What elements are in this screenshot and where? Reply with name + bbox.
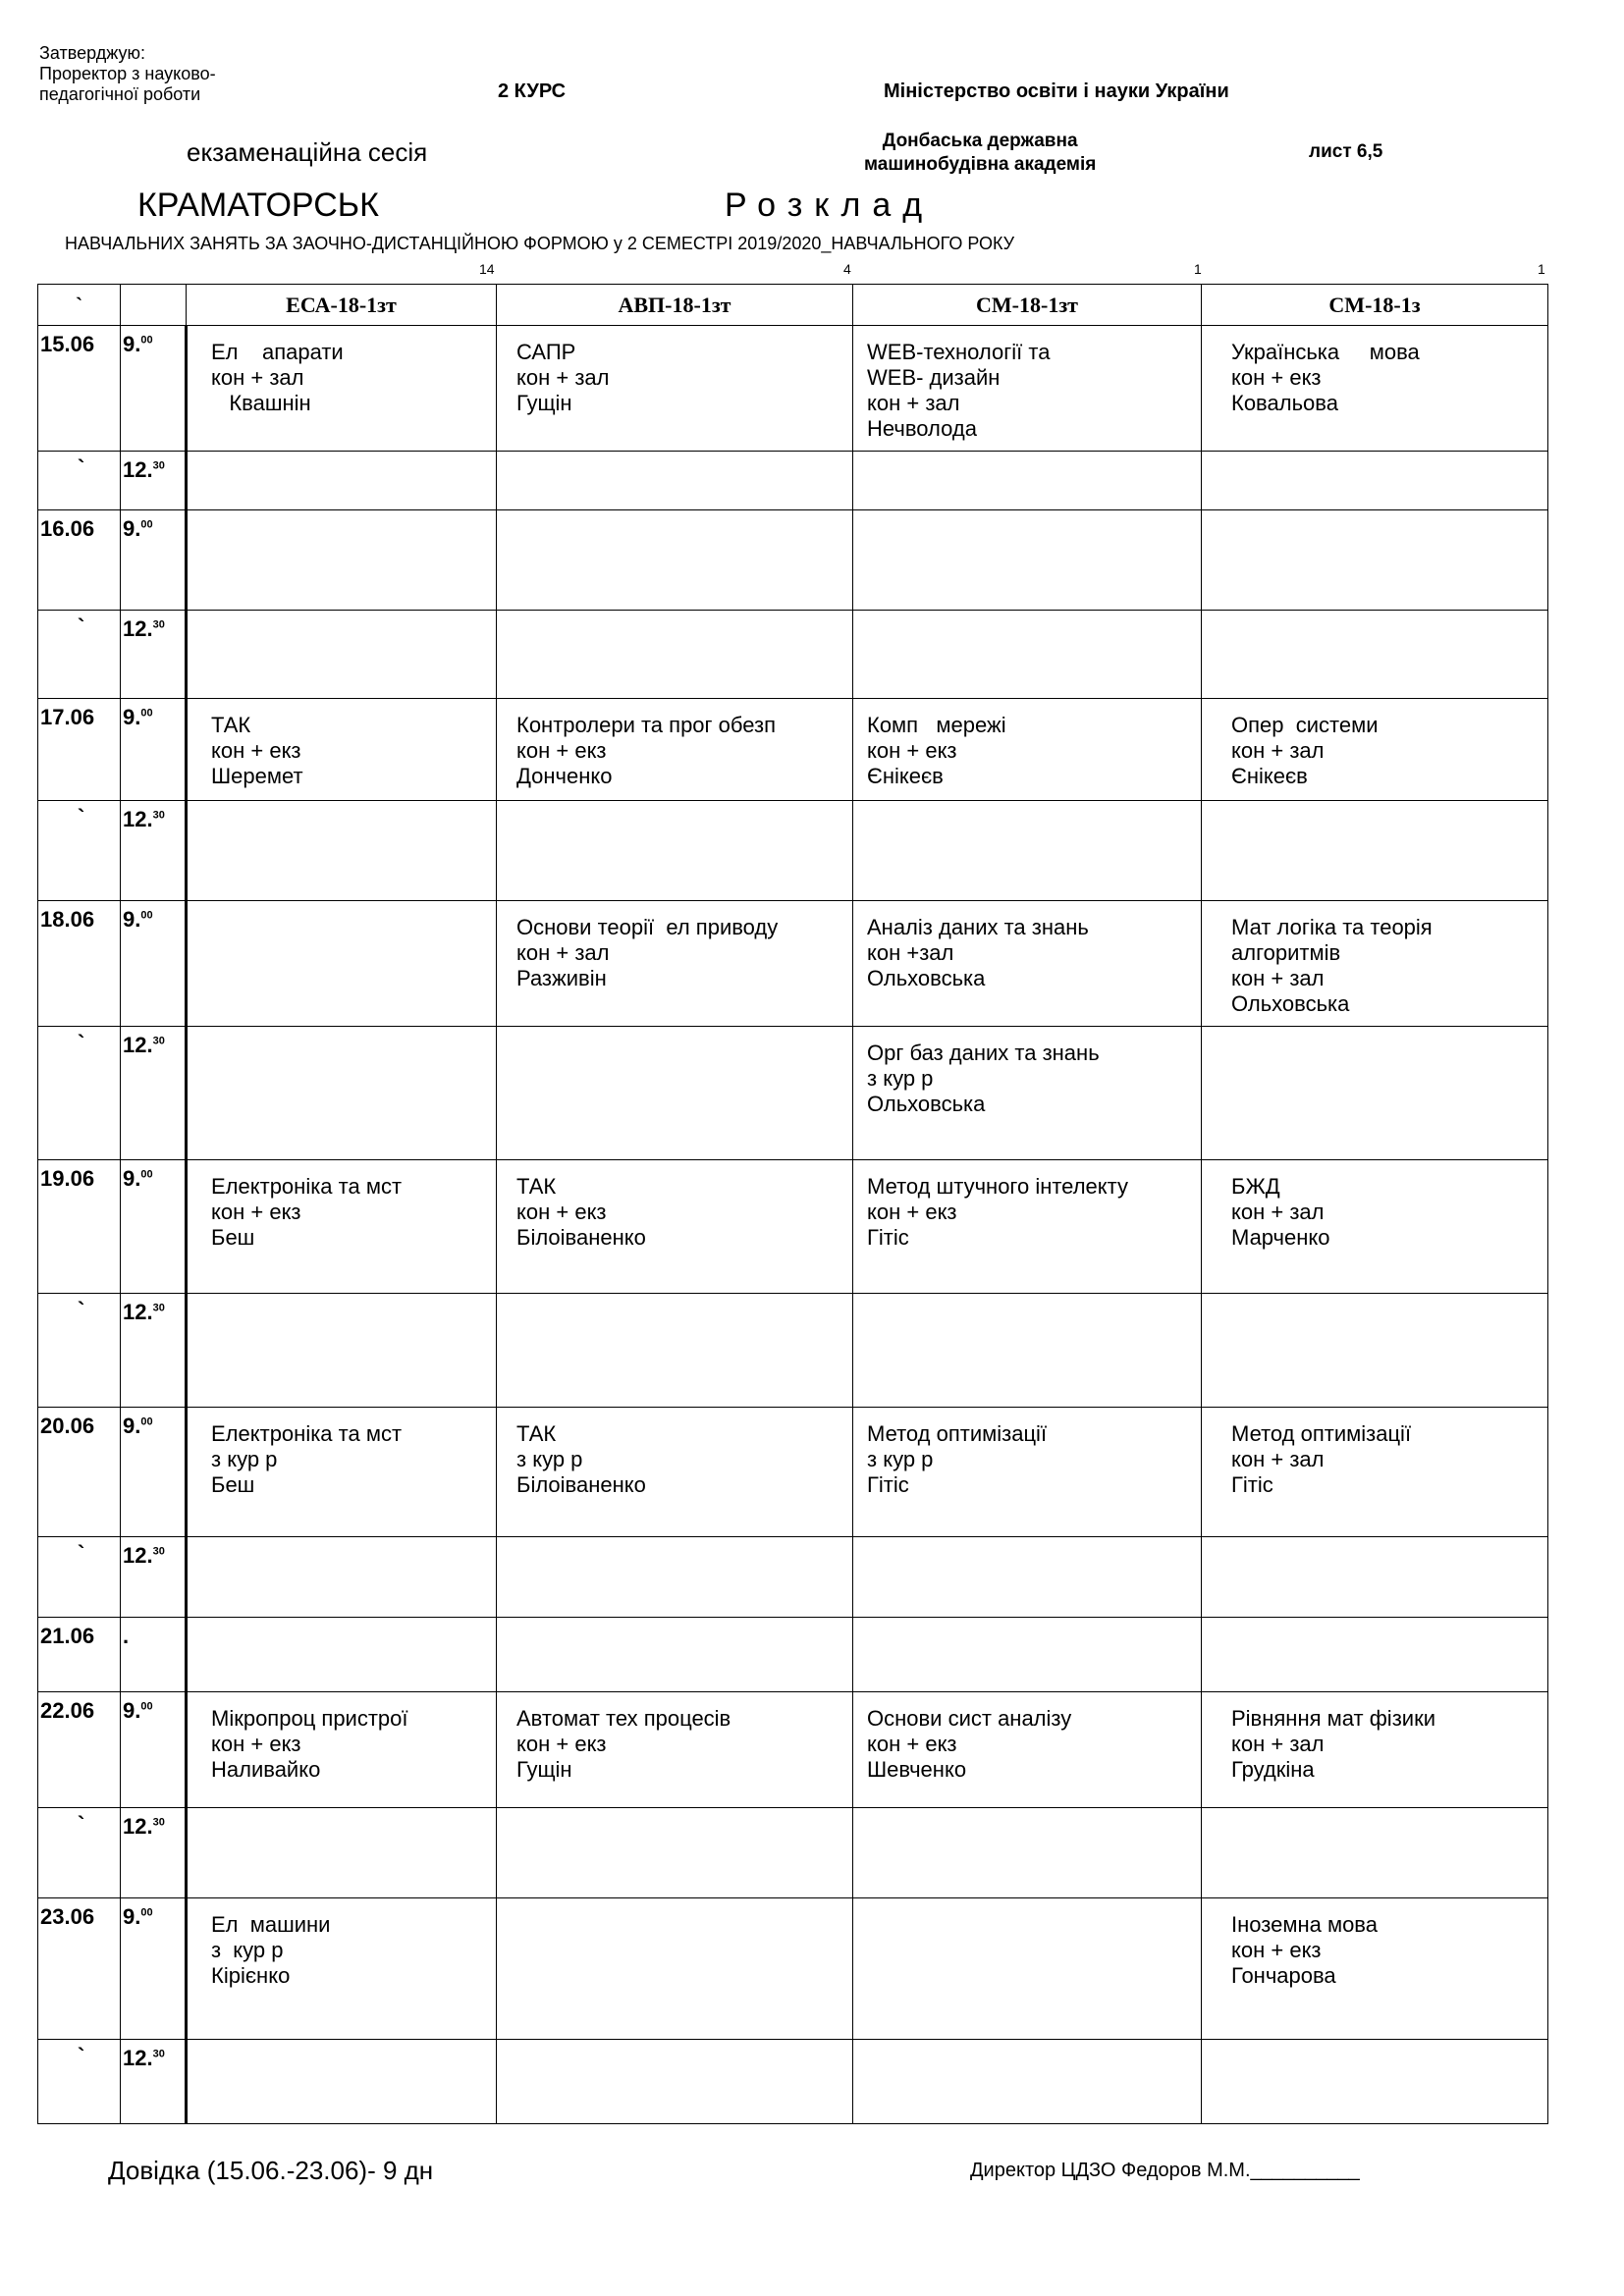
- lesson-line: Шевченко: [867, 1757, 967, 1782]
- lesson-line: алгоритмів: [1231, 940, 1341, 965]
- lesson-cell: [187, 1618, 497, 1692]
- director-signature: Директор ЦДЗО Федоров М.М.__________: [970, 2160, 1360, 2181]
- time-slot-row: [38, 901, 1548, 1027]
- group-count: 4: [843, 261, 851, 277]
- lesson-line: Метод штучного інтелекту: [867, 1174, 1128, 1199]
- lesson-cell: [853, 1808, 1202, 1898]
- lesson-line: кон + екз: [516, 1200, 607, 1224]
- lesson-cell: [853, 901, 1202, 1027]
- time-minutes: 00: [140, 909, 153, 922]
- time-minutes: 00: [140, 1415, 153, 1428]
- lesson-line: Комп мережі: [867, 713, 1006, 737]
- lesson-line: Марченко: [1231, 1225, 1330, 1250]
- lesson-line: з кур р: [211, 1447, 278, 1471]
- time-header-cell: [121, 285, 187, 326]
- lesson-line: Гітіс: [867, 1472, 909, 1497]
- lesson-line: Беш: [211, 1225, 255, 1250]
- time-minutes: 00: [140, 707, 153, 720]
- date-cell: `: [38, 452, 121, 510]
- lesson-line: з кур р: [867, 1447, 934, 1471]
- lesson-line: Гітіс: [1231, 1472, 1273, 1497]
- lesson-cell: [1202, 326, 1548, 452]
- lesson-line: Гущін: [516, 391, 572, 415]
- lesson-line: Аналіз даних та знань: [867, 915, 1089, 939]
- lesson-line: Разживін: [516, 966, 607, 990]
- lesson-line: кон + екз: [867, 1732, 957, 1756]
- lesson-line: ТАК: [211, 713, 251, 737]
- time-cell: [121, 1294, 187, 1408]
- time-label: 12.: [123, 1300, 153, 1324]
- lesson-cell: [1202, 1160, 1548, 1294]
- lesson-line: кон + зал: [1231, 1447, 1325, 1471]
- lesson-cell: [853, 801, 1202, 901]
- time-slot-row: [38, 1408, 1548, 1537]
- group-header: ЕСА-18-1зт: [187, 285, 497, 326]
- lesson-cell: [1202, 801, 1548, 901]
- date-cell: 15.06: [38, 326, 121, 452]
- lesson-cell: [853, 1618, 1202, 1692]
- lesson-line: WEB-технології та: [867, 340, 1051, 364]
- group-header: АВП-18-1зт: [497, 285, 853, 326]
- time-label: 9.: [123, 332, 141, 356]
- date-cell: 22.06: [38, 1692, 121, 1808]
- approval-block: [39, 43, 216, 105]
- lesson-line: Гітіс: [867, 1225, 909, 1250]
- sheet-number: лист 6,5: [1309, 141, 1383, 162]
- lesson-line: Ковальова: [1231, 391, 1338, 415]
- time-minutes: 30: [152, 1035, 165, 1047]
- lesson-cell: [853, 452, 1202, 510]
- date-cell: `: [38, 611, 121, 699]
- header-row: [38, 285, 1548, 326]
- lesson-cell: [853, 1537, 1202, 1618]
- lesson-line: кон + зал: [211, 365, 304, 390]
- lesson-line: кон + екз: [211, 1732, 301, 1756]
- time-cell: [121, 901, 187, 1027]
- lesson-line: Українська мова: [1231, 340, 1420, 364]
- lesson-cell: [497, 699, 853, 801]
- lesson-cell: [497, 326, 853, 452]
- lesson-line: Основи сист аналізу: [867, 1706, 1072, 1731]
- lesson-line: Метод оптимізації: [1231, 1421, 1412, 1446]
- lesson-line: Ольховська: [1231, 991, 1350, 1016]
- time-slot-row: [38, 1898, 1548, 2040]
- lesson-line: кон + зал: [1231, 1200, 1325, 1224]
- lesson-line: кон + екз: [867, 738, 957, 763]
- lesson-cell: [1202, 1027, 1548, 1160]
- lesson-cell: [853, 611, 1202, 699]
- lesson-line: Електроніка та мст: [211, 1174, 403, 1199]
- lesson-cell: [1202, 1618, 1548, 1692]
- lesson-cell: [187, 510, 497, 611]
- corner-cell: `: [38, 285, 121, 326]
- schedule-table: [37, 284, 1548, 2124]
- reference-note: Довідка (15.06.-23.06)- 9 дн: [108, 2156, 434, 2185]
- time-minutes: 00: [140, 518, 153, 531]
- lesson-cell: [1202, 1898, 1548, 2040]
- lesson-line: Ел машини: [211, 1912, 331, 1937]
- lesson-cell: [187, 1898, 497, 2040]
- lesson-line: кон + екз: [1231, 1938, 1322, 1962]
- lesson-line: кон + зал: [1231, 738, 1325, 763]
- lesson-line: САПР: [516, 340, 576, 364]
- lesson-line: Ольховська: [867, 966, 986, 990]
- lesson-cell: [853, 510, 1202, 611]
- time-slot-row: [38, 699, 1548, 801]
- lesson-line: кон + екз: [211, 1200, 301, 1224]
- lesson-cell: [1202, 901, 1548, 1027]
- time-label: 12.: [123, 1033, 153, 1057]
- lesson-line: Кірієнко: [211, 1963, 291, 1988]
- time-label: 9.: [123, 516, 141, 541]
- lesson-cell: [1202, 699, 1548, 801]
- lesson-cell: [1202, 1408, 1548, 1537]
- approve-line: Проректор з науково-: [39, 64, 216, 83]
- time-slot-row: [38, 452, 1548, 510]
- lesson-cell: [187, 611, 497, 699]
- lesson-cell: [497, 1898, 853, 2040]
- lesson-cell: [497, 1408, 853, 1537]
- lesson-cell: [1202, 1692, 1548, 1808]
- time-label: 12.: [123, 1814, 153, 1839]
- time-cell: [121, 1537, 187, 1618]
- lesson-line: Орг баз даних та знань: [867, 1041, 1100, 1065]
- lesson-line: Квашнін: [211, 391, 311, 415]
- lesson-line: ТАК: [516, 1421, 557, 1446]
- time-label: 12.: [123, 457, 153, 482]
- time-cell: [121, 1808, 187, 1898]
- time-cell: [121, 801, 187, 901]
- time-minutes: 30: [152, 459, 165, 472]
- lesson-cell: [497, 510, 853, 611]
- lesson-line: кон + зал: [1231, 966, 1325, 990]
- lesson-line: Ел апарати: [211, 340, 344, 364]
- group-count: 14: [479, 261, 495, 277]
- time-cell: [121, 452, 187, 510]
- lesson-cell: [187, 326, 497, 452]
- time-minutes: 30: [152, 2048, 165, 2060]
- lesson-line: Єнікеєв: [1231, 764, 1308, 788]
- time-slot-row: [38, 2040, 1548, 2124]
- lesson-line: кон + екз: [211, 738, 301, 763]
- lesson-line: ТАК: [516, 1174, 557, 1199]
- lesson-cell: [187, 2040, 497, 2124]
- lesson-line: кон + екз: [516, 738, 607, 763]
- time-slot-row: [38, 1027, 1548, 1160]
- lesson-cell: [1202, 510, 1548, 611]
- lesson-cell: [1202, 1537, 1548, 1618]
- time-label: 9.: [123, 1904, 141, 1929]
- lesson-line: Гончарова: [1231, 1963, 1336, 1988]
- lesson-cell: [187, 1537, 497, 1618]
- time-slot-row: [38, 1692, 1548, 1808]
- time-slot-row: [38, 801, 1548, 901]
- time-minutes: 30: [152, 1545, 165, 1558]
- lesson-line: кон + екз: [1231, 365, 1322, 390]
- time-cell: [121, 1898, 187, 2040]
- time-minutes: 00: [140, 334, 153, 347]
- lesson-line: Метод оптимізації: [867, 1421, 1048, 1446]
- lesson-cell: [1202, 1294, 1548, 1408]
- academy-name: [864, 130, 1096, 177]
- time-cell: [121, 1692, 187, 1808]
- lesson-cell: [187, 1294, 497, 1408]
- lesson-line: Беш: [211, 1472, 255, 1497]
- date-cell: 23.06: [38, 1898, 121, 2040]
- lesson-line: Ольховська: [867, 1092, 986, 1116]
- page-subtitle: НАВЧАЛЬНИХ ЗАНЯТЬ ЗА ЗАОЧНО-ДИСТАНЦІЙНОЮ ФОРМОЮ у 2 СЕМЕСТРІ 2019/2020_НАВЧАЛЬНОГО РОКУ: [65, 234, 1015, 253]
- group-count: 1: [1538, 261, 1545, 277]
- lesson-cell: [853, 1692, 1202, 1808]
- time-cell: [121, 1027, 187, 1160]
- time-cell: [121, 2040, 187, 2124]
- time-label: 9.: [123, 1698, 141, 1723]
- lesson-line: БЖД: [1231, 1174, 1280, 1199]
- lesson-cell: [1202, 452, 1548, 510]
- ministry-name: Міністерство освіти і науки України: [884, 80, 1229, 102]
- time-minutes: 00: [140, 1906, 153, 1919]
- time-slot-row: [38, 1294, 1548, 1408]
- lesson-line: кон + зал: [516, 365, 610, 390]
- page-title: Розклад: [725, 187, 935, 224]
- lesson-cell: [853, 1294, 1202, 1408]
- lesson-cell: [187, 452, 497, 510]
- lesson-line: Мікропроц пристрої: [211, 1706, 408, 1731]
- lesson-cell: [853, 1898, 1202, 2040]
- lesson-line: кон + екз: [516, 1732, 607, 1756]
- academy-line: машинобудівна академія: [864, 154, 1097, 175]
- lesson-line: з кур р: [867, 1066, 934, 1091]
- lesson-cell: [497, 1160, 853, 1294]
- lesson-cell: [853, 1408, 1202, 1537]
- time-label: 12.: [123, 616, 153, 641]
- lesson-cell: [497, 611, 853, 699]
- time-label: 9.: [123, 705, 141, 729]
- lesson-cell: [497, 1537, 853, 1618]
- time-label: 12.: [123, 1543, 153, 1568]
- time-label: 9.: [123, 1166, 141, 1191]
- lesson-cell: [187, 1692, 497, 1808]
- city-name: КРАМАТОРСЬК: [137, 187, 379, 224]
- date-cell: `: [38, 801, 121, 901]
- lesson-cell: [187, 1808, 497, 1898]
- time-slot-row: [38, 326, 1548, 452]
- academy-line: Донбаська державна: [882, 131, 1078, 151]
- time-minutes: 30: [152, 1302, 165, 1314]
- lesson-cell: [1202, 1808, 1548, 1898]
- lesson-line: кон + екз: [867, 1200, 957, 1224]
- date-cell: 16.06: [38, 510, 121, 611]
- lesson-line: Автомат тех процесів: [516, 1706, 731, 1731]
- lesson-cell: [497, 801, 853, 901]
- date-cell: `: [38, 1808, 121, 1898]
- lesson-line: Основи теорії ел приводу: [516, 915, 779, 939]
- lesson-line: кон + зал: [867, 391, 960, 415]
- time-slot-row: [38, 510, 1548, 611]
- approve-line: Затверджую:: [39, 43, 145, 63]
- time-slot-row: [38, 1160, 1548, 1294]
- lesson-line: кон +зал: [867, 940, 954, 965]
- time-minutes: 30: [152, 618, 165, 631]
- lesson-line: Єнікеєв: [867, 764, 944, 788]
- group-header: СМ-18-1зт: [853, 285, 1202, 326]
- group-count: 1: [1194, 261, 1202, 277]
- lesson-line: Гущін: [516, 1757, 572, 1782]
- time-label: 12.: [123, 2046, 153, 2070]
- lesson-line: Контролери та прог обезп: [516, 713, 777, 737]
- time-cell: [121, 1408, 187, 1537]
- time-cell: [121, 611, 187, 699]
- time-slot-row: [38, 611, 1548, 699]
- date-cell: `: [38, 1027, 121, 1160]
- approve-line: педагогічної роботи: [39, 84, 201, 104]
- time-minutes: 00: [140, 1700, 153, 1713]
- lesson-line: WEB- дизайн: [867, 365, 1001, 390]
- lesson-cell: [853, 2040, 1202, 2124]
- lesson-line: Донченко: [516, 764, 613, 788]
- time-cell: [121, 1160, 187, 1294]
- time-slot-row: [38, 1808, 1548, 1898]
- time-cell: [121, 699, 187, 801]
- lesson-cell: [187, 1027, 497, 1160]
- lesson-cell: [497, 452, 853, 510]
- lesson-cell: [497, 1027, 853, 1160]
- time-minutes: 00: [140, 1168, 153, 1181]
- lesson-line: кон + зал: [1231, 1732, 1325, 1756]
- lesson-cell: [187, 699, 497, 801]
- lesson-cell: [497, 1808, 853, 1898]
- time-label: 9.: [123, 907, 141, 932]
- lesson-line: Нечволода: [867, 416, 977, 441]
- lesson-line: Наливайко: [211, 1757, 321, 1782]
- date-cell: `: [38, 1537, 121, 1618]
- lesson-line: Білоіваненко: [516, 1225, 646, 1250]
- lesson-line: Електроніка та мст: [211, 1421, 403, 1446]
- lesson-cell: [1202, 611, 1548, 699]
- lesson-cell: [497, 1692, 853, 1808]
- time-minutes: 30: [152, 809, 165, 822]
- date-cell: 18.06: [38, 901, 121, 1027]
- time-minutes: 30: [152, 1816, 165, 1829]
- lesson-cell: [497, 1618, 853, 1692]
- lesson-cell: [853, 699, 1202, 801]
- lesson-line: Мат логіка та теорія: [1231, 915, 1433, 939]
- lesson-cell: [497, 901, 853, 1027]
- lesson-cell: [497, 1294, 853, 1408]
- time-slot-row: [38, 1537, 1548, 1618]
- lesson-cell: [497, 2040, 853, 2124]
- date-cell: 17.06: [38, 699, 121, 801]
- lesson-line: кон + зал: [516, 940, 610, 965]
- time-label: 9.: [123, 1414, 141, 1438]
- time-label: 12.: [123, 807, 153, 831]
- lesson-cell: [187, 1160, 497, 1294]
- date-cell: `: [38, 2040, 121, 2124]
- course-label: 2 КУРС: [498, 80, 567, 102]
- lesson-line: Шеремет: [211, 764, 303, 788]
- date-cell: `: [38, 1294, 121, 1408]
- lesson-cell: [1202, 2040, 1548, 2124]
- time-cell: [121, 510, 187, 611]
- date-cell: 20.06: [38, 1408, 121, 1537]
- lesson-line: Рівняння мат фізики: [1231, 1706, 1435, 1731]
- lesson-cell: [853, 326, 1202, 452]
- group-header: СМ-18-1з: [1202, 285, 1548, 326]
- lesson-line: з кур р: [516, 1447, 583, 1471]
- day-row: [38, 1618, 1548, 1692]
- time-cell: .: [121, 1618, 187, 1692]
- lesson-line: Опер системи: [1231, 713, 1379, 737]
- lesson-cell: [853, 1160, 1202, 1294]
- lesson-cell: [187, 801, 497, 901]
- session-label: екзаменаційна сесія: [187, 137, 428, 167]
- date-cell: 19.06: [38, 1160, 121, 1294]
- date-cell: 21.06: [38, 1618, 121, 1692]
- lesson-line: Білоіваненко: [516, 1472, 646, 1497]
- lesson-line: Грудкіна: [1231, 1757, 1315, 1782]
- lesson-cell: [187, 1408, 497, 1537]
- lesson-line: Іноземна мова: [1231, 1912, 1378, 1937]
- time-cell: [121, 326, 187, 452]
- lesson-cell: [853, 1027, 1202, 1160]
- lesson-cell: [187, 901, 497, 1027]
- lesson-line: з кур р: [211, 1938, 284, 1962]
